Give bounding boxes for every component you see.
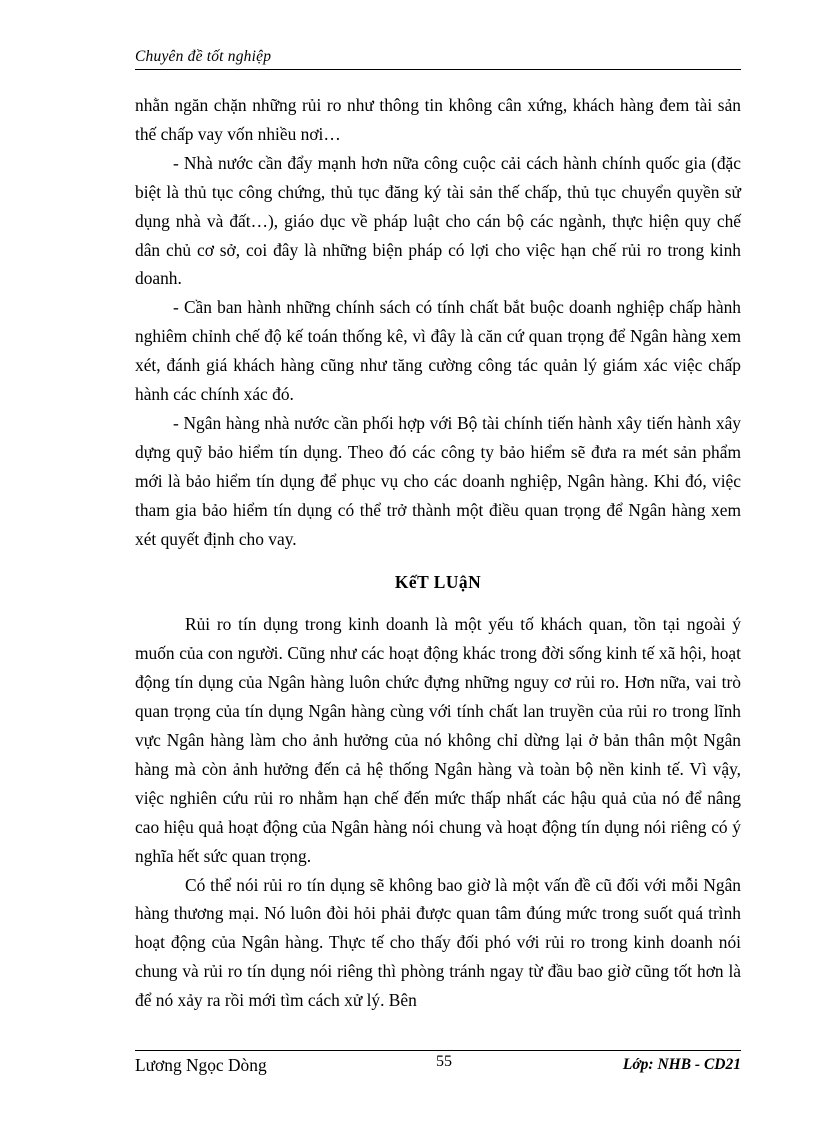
paragraph-continuation: nhằn ngăn chặn những rủi ro như thông tin không cân xứng, khách hàng đem tài sản thế chấp vay vốn nhiều nơi… <box>135 95 741 144</box>
page-number: 55 <box>436 1053 452 1070</box>
footer-class-label: Lớp: NHB - CD21 <box>622 1056 741 1073</box>
body-text <box>135 91 741 1015</box>
paragraph-recommendation-admin-reform: - Nhà nước cần đẩy mạnh hơn nữa công cuộc cải cách hành chính quốc gia (đặc biệt là thủ tục công chứng, thủ tục đăng ký tài sản thế chấp, thủ tục chuyển quyền sử dụng nhà và đất…), giáo dục về pháp luật cho cán bộ các ngành, thực hiện quy chế dân chủ cơ sở, coi đây là những biện pháp có lợi cho việc hạn chế rủi ro trong kinh doanh. <box>135 152 741 289</box>
paragraph-conclusion-1: Rủi ro tín dụng trong kinh doanh là một yếu tố khách quan, tồn tại ngoài ý muốn của con người. Cũng như các hoạt động khác trong đời sống kinh tế xã hội, hoạt động tín dụng của Ngân hàng luôn chức đựng những nguy cơ rủi ro. Hơn nữa, vai trò quan trọng của tín dụng Ngân hàng cùng với tính chất lan truyền của rủi ro trong lĩnh vực Ngân hàng làm cho ảnh hưởng của nó không chỉ dừng lại ở bản thân một Ngân hàng mà còn ảnh hưởng đến cả hệ thống Ngân hàng và toàn bộ nền kinh tế. Vì vậy, việc nghiên cứu rủi ro nhằm hạn chế đến mức thấp nhất các hậu quả của nó để nâng cao hiệu quả hoạt động của Ngân hàng nói chung và hoạt động tín dụng nói riêng có ý nghĩa hết sức quan trọng. <box>135 614 741 866</box>
footer-author: Lương Ngọc Dòng <box>135 1055 267 1075</box>
paragraph-conclusion-2: Có thể nói rủi ro tín dụng sẽ không bao giờ là một vấn đề cũ đối với mỗi Ngân hàng thương mại. Nó luôn đòi hỏi phải được quan tâm đúng mức trong suốt quá trình hoạt động của Ngân hàng. Thực tế cho thấy đối phó với rủi ro trong kinh doanh nói chung và rủi ro tín dụng nói riêng thì phòng tránh ngay từ đầu bao giờ cũng tốt hơn là để nó xảy ra rồi mới tìm cách xử lý. Bên <box>135 874 741 1011</box>
paragraph-recommendation-insurance: - Ngân hàng nhà nước cần phối hợp với Bộ tài chính tiến hành xây tiến hành xây dựng quỹ bảo hiểm tín dụng. Theo đó các công ty bảo hiểm sẽ đưa ra mét sản phẩm mới là bảo hiểm tín dụng để phục vụ cho các doanh nghiệp, Ngân hàng. Khi đó, việc tham gia bảo hiểm tín dụng có thể trở thành một điều quan trọng để Ngân hàng xem xét quyết định cho vay. <box>135 412 741 549</box>
footer-rule <box>135 1050 741 1051</box>
header-title: Chuyên đề tốt nghiệp <box>135 48 272 65</box>
section-heading-conclusion: KếT LUậN <box>394 571 482 592</box>
header-rule <box>135 69 741 70</box>
paragraph-recommendation-accounting: - Cần ban hành những chính sách có tính chất bắt buộc doanh nghiệp chấp hành nghiêm chỉnh chế độ kế toán thống kê, vì đây là căn cứ quan trọng để Ngân hàng xem xét, đánh giá khách hàng cũng như tăng cường công tác quản lý giám xác việc chấp hành các chính xác đó. <box>135 297 741 405</box>
